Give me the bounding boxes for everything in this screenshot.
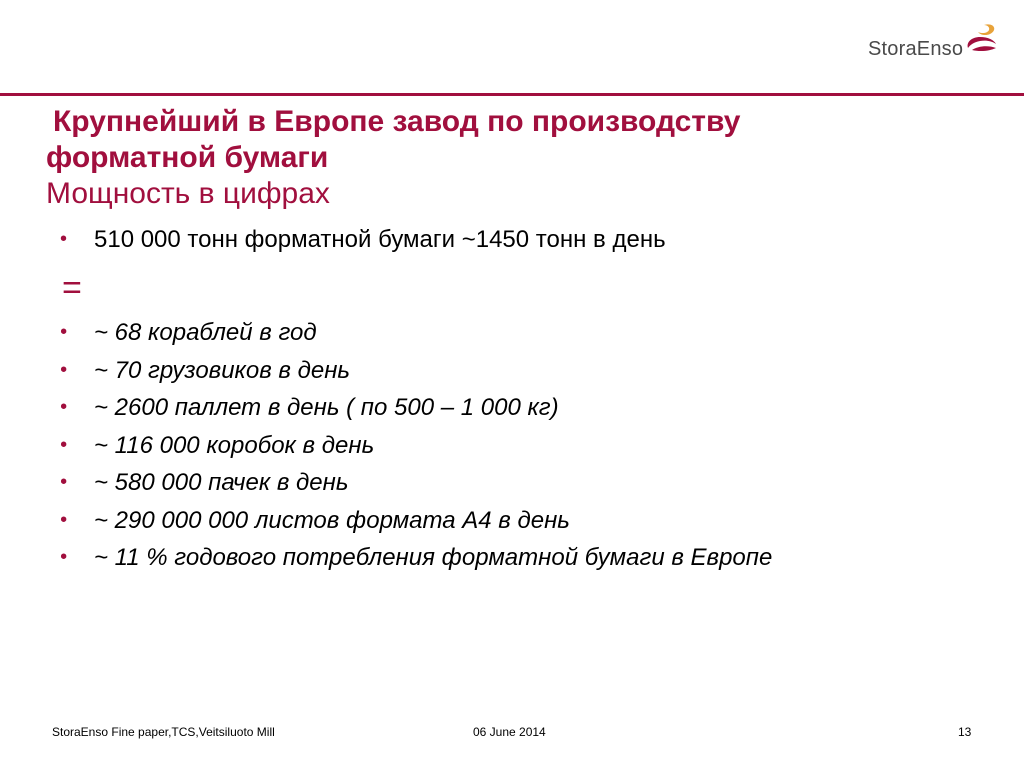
bullet-icon: •: [60, 358, 68, 381]
logo-text: StoraEnso: [868, 38, 964, 60]
sub-bullet-list: [60, 314, 772, 577]
bullet-icon: •: [60, 396, 68, 418]
bullet-icon: •: [60, 471, 68, 493]
bullet-icon: •: [60, 321, 68, 343]
list-item: [60, 539, 772, 577]
header-divider: [0, 93, 1024, 96]
list-item: [60, 427, 772, 465]
bullet-text: ~ 68 кораблей в год: [94, 319, 317, 346]
equals-sign: =: [62, 269, 82, 307]
bullet-text: ~ 580 000 пачек в день: [94, 469, 349, 496]
bullet-text: ~ 70 грузовиков в день: [94, 356, 351, 384]
bullet-text: ~ 290 000 000 листов формата А4 в день: [94, 506, 570, 534]
bullet-text: 510 000 тонн форматной бумаги ~1450 тонн в день: [94, 226, 666, 253]
list-item: [60, 221, 666, 259]
slide-subtitle: Мощность в цифрах: [46, 177, 330, 210]
storaenso-logo: [868, 22, 1000, 64]
bullet-text: ~ 116 000 коробок в день: [94, 431, 375, 459]
footer-page-number: 13: [958, 725, 972, 739]
bullet-icon: •: [60, 228, 68, 250]
footer-company: StoraEnso Fine paper,TCS,Veitsiluoto Mill: [52, 725, 275, 739]
title-line-2: форматной бумаги: [46, 141, 329, 174]
footer-date: 06 June 2014: [473, 725, 546, 739]
list-item: [60, 314, 772, 352]
slide-title: [46, 104, 996, 176]
bullet-icon: •: [60, 433, 68, 456]
title-line-1: Крупнейший в Европе завод по производству: [53, 105, 741, 138]
list-item: [60, 352, 772, 390]
bullet-text: ~ 11 % годового потребления форматной бумаги в Европе: [94, 544, 773, 571]
list-item: [60, 464, 772, 502]
storaenso-swirl-icon: [964, 22, 998, 52]
list-item: [60, 502, 772, 540]
bullet-icon: •: [60, 508, 68, 531]
bullet-icon: •: [60, 546, 68, 568]
list-item: [60, 389, 772, 427]
bullet-text: ~ 2600 паллет в день ( по 500 – 1 000 кг): [94, 394, 559, 421]
main-bullet-list: [60, 221, 666, 259]
